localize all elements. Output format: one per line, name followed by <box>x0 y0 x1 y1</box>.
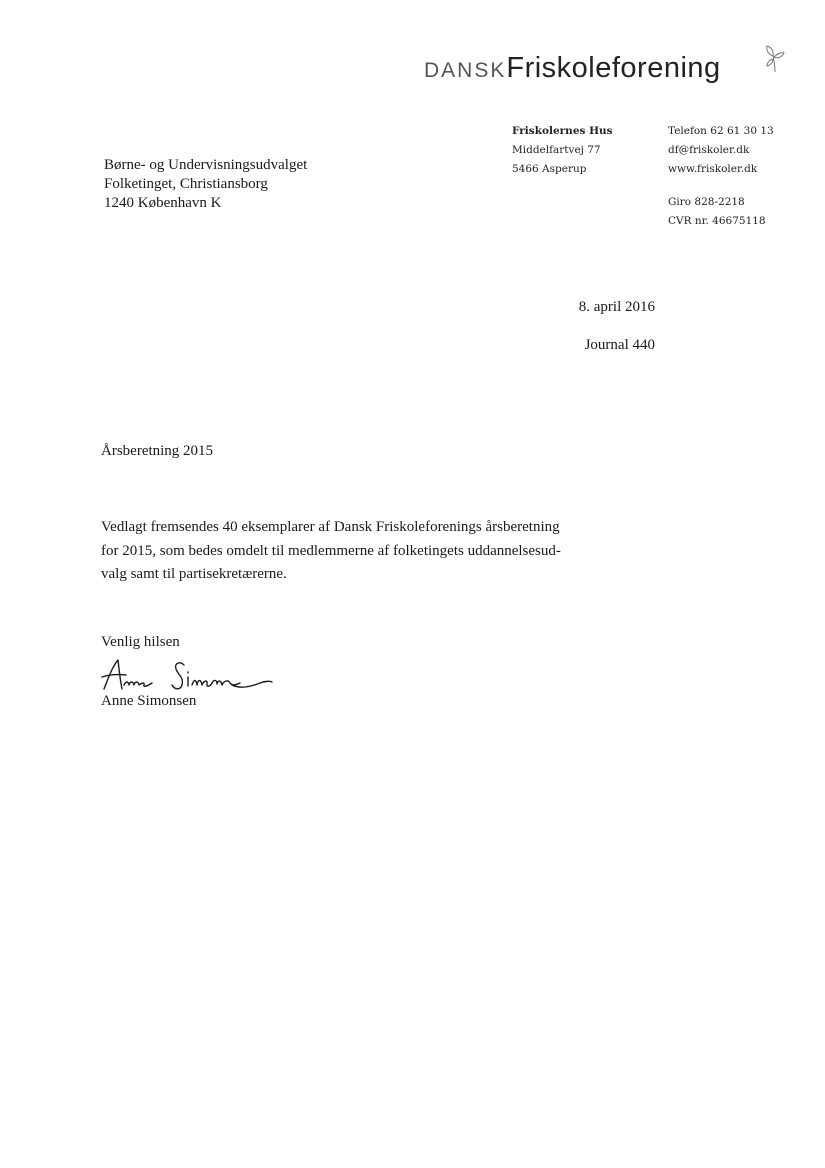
contact-giro: Giro 828-2218 <box>668 196 745 208</box>
bank-info-block <box>668 193 766 231</box>
letter-body <box>101 516 661 587</box>
contact-info-block <box>668 122 774 179</box>
handwritten-signature <box>100 655 275 697</box>
body-line-2: for 2015, som bedes omdelt til medlemmerne af folketingets uddannelsesud- <box>101 542 561 559</box>
organization-logo <box>424 52 721 85</box>
journal-number: Journal 440 <box>584 337 655 353</box>
recipient-line-1: Børne- og Undervisningsudvalget <box>104 157 308 173</box>
logo-friskoleforening-text: Friskoleforening <box>506 52 721 84</box>
recipient-address <box>104 156 307 213</box>
contact-email: df@friskoler.dk <box>668 144 750 156</box>
signer-name: Anne Simonsen <box>101 693 197 709</box>
recipient-line-2: Folketinget, Christiansborg <box>104 176 268 192</box>
contact-city: 5466 Asperup <box>512 163 587 175</box>
address-block <box>512 122 613 179</box>
body-line-3: valg samt til partisekretærerne. <box>101 566 287 582</box>
contact-name: Friskolernes Hus <box>512 125 613 137</box>
contact-phone: Telefon 62 61 30 13 <box>668 125 774 137</box>
contact-web: www.friskoler.dk <box>668 163 758 175</box>
logo-dansk-text: DANSK <box>424 59 507 82</box>
body-line-1: Vedlagt fremsendes 40 eksemplarer af Dansk Friskoleforenings årsberetning <box>101 519 560 535</box>
letter-date: 8. april 2016 <box>578 299 655 315</box>
closing-greeting: Venlig hilsen <box>101 634 180 650</box>
recipient-line-3: 1240 København K <box>104 195 222 211</box>
letter-subject: Årsberetning 2015 <box>101 443 214 459</box>
leaf-icon <box>764 44 786 74</box>
contact-cvr: CVR nr. 46675118 <box>668 215 766 227</box>
contact-street: Middelfartvej 77 <box>512 144 601 156</box>
